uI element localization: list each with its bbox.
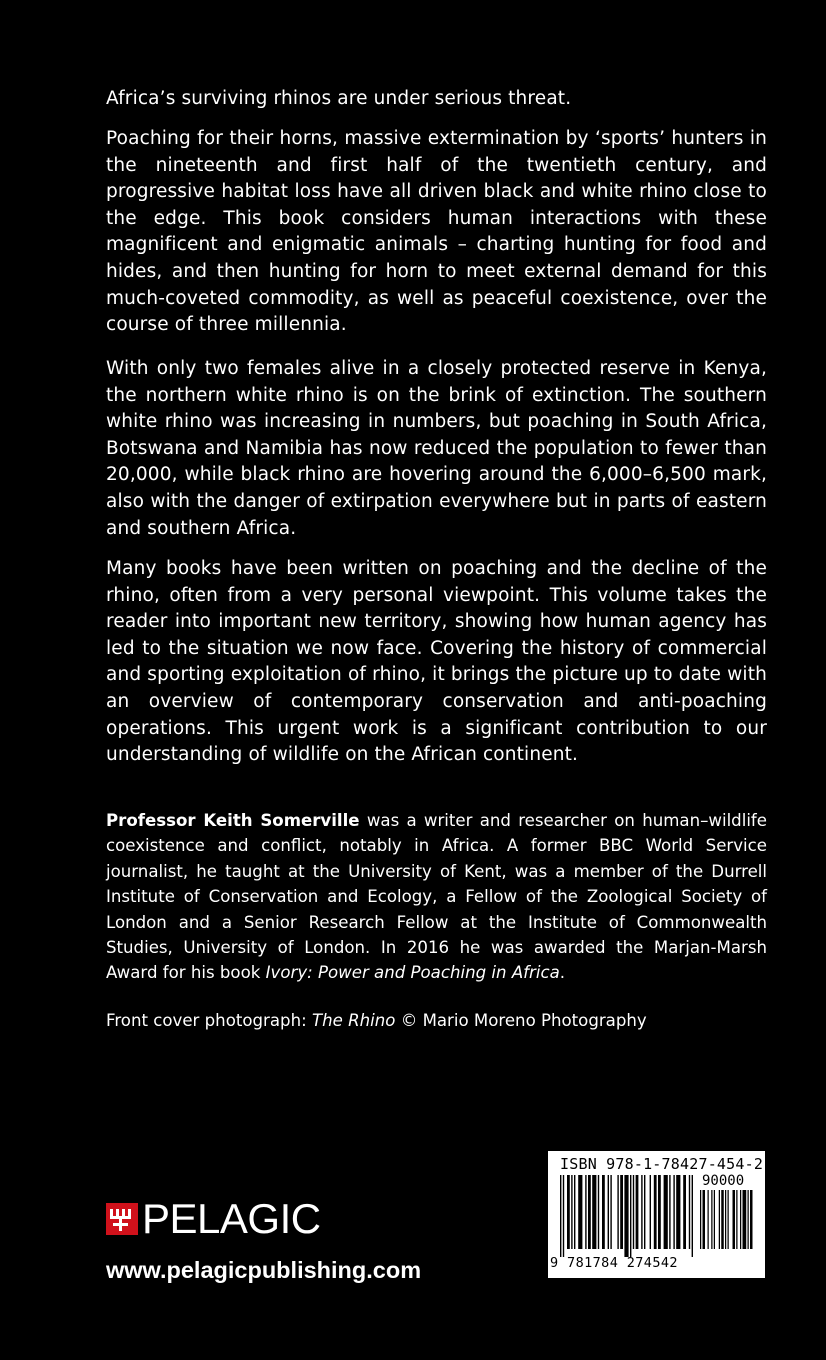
barcode-bar — [585, 1175, 586, 1249]
ean-barcode-bars — [560, 1175, 694, 1257]
barcode-bar — [736, 1190, 737, 1249]
barcode-bar — [633, 1175, 634, 1249]
barcode-bar — [571, 1175, 572, 1249]
addon-barcode-bars — [700, 1190, 754, 1257]
barcode-bar — [748, 1190, 749, 1249]
barcode-bar — [750, 1190, 753, 1249]
barcode-bar — [641, 1175, 642, 1249]
barcode-bar — [673, 1175, 674, 1249]
barcode-bar — [560, 1175, 561, 1257]
barcode-bar — [733, 1190, 736, 1249]
publisher-name: PELAGIC — [142, 1195, 321, 1242]
isbn-barcode — [548, 1151, 765, 1278]
barcode-bar — [644, 1175, 645, 1249]
barcode-bar — [728, 1190, 729, 1249]
barcode-bar — [683, 1175, 686, 1249]
author-book-title: Ivory: Power and Poaching in Africa — [265, 963, 560, 983]
barcode-bar — [650, 1175, 651, 1249]
credit-photo-title: The Rhino — [311, 1011, 396, 1030]
barcode-bar — [598, 1175, 599, 1249]
barcode-bar — [700, 1190, 701, 1249]
barcode-bar — [743, 1190, 747, 1249]
author-bio — [106, 808, 767, 986]
barcode-bar — [664, 1175, 668, 1249]
barcode-bar — [721, 1190, 724, 1249]
barcode-bar — [676, 1175, 680, 1249]
barcode-bar — [578, 1175, 582, 1249]
author-name: Professor Keith Somerville — [106, 811, 360, 830]
barcode-bar — [669, 1175, 670, 1249]
barcode-bar — [588, 1175, 591, 1249]
barcode-bar — [636, 1175, 639, 1249]
barcode-bar — [692, 1175, 693, 1257]
barcode-bar — [708, 1190, 709, 1249]
barcode-digits: 9 781784 274542 — [550, 1255, 678, 1271]
barcode-bar — [711, 1190, 712, 1249]
blurb-paragraph-populations: With only two females alive in a closely protected reserve in Kenya, the northern white rhino is on the brink of extinction. The southern white rhino was increasing in numbers, but poaching in South Africa, Botswana and Namibia has now reduced the population to fewer than 20,000, while black rhino are hovering around the 6,000–6,500 mark, also with the danger of extirpation everywhere but in parts of eastern and southern Africa. — [106, 358, 767, 539]
barcode-bar — [658, 1175, 661, 1249]
publisher-url: www.pelagicpublishing.com — [106, 1257, 422, 1283]
barcode-bar — [608, 1175, 609, 1249]
price-code: 90000 — [702, 1173, 745, 1189]
barcode-bar — [630, 1175, 631, 1257]
barcode-bar — [620, 1175, 623, 1249]
author-bio-end: . — [559, 963, 566, 983]
blurb-intro: Africa’s surviving rhinos are under serious threat. — [106, 88, 572, 109]
barcode-bar — [719, 1190, 720, 1249]
publisher-logo — [106, 1197, 321, 1241]
barcode-bar — [592, 1175, 596, 1249]
isbn-number: ISBN 978-1-78427-454-2 — [560, 1155, 764, 1173]
barcode-bar — [714, 1190, 715, 1249]
credit-suffix: © Mario Moreno Photography — [395, 1011, 647, 1030]
pelagic-logo-mark-icon — [106, 1203, 138, 1235]
cover-credit — [106, 1008, 767, 1033]
barcode-bar — [602, 1175, 605, 1249]
barcode-bar — [689, 1175, 690, 1249]
barcode-bar — [567, 1175, 570, 1249]
barcode-bar — [725, 1190, 726, 1249]
credit-prefix: Front cover photograph: — [106, 1011, 312, 1030]
blurb-paragraph-book: Many books have been written on poaching and the decline of the rhino, often from a very personal viewpoint. This volume takes the reader into important new territory, showing how human agency has led to the situation we now face. Covering the history of commercial and sporting exploitation of rhino, it brings the picture up to date with an overview of contemporary conservation and anti-poaching operations. This urgent work is a significant contribution to our understanding of wildlife on the African continent. — [106, 558, 767, 766]
barcode-bar — [703, 1190, 706, 1249]
barcode-bar — [574, 1175, 575, 1249]
barcode-bar — [617, 1175, 618, 1249]
barcode-bar — [610, 1175, 611, 1249]
barcode-bar — [563, 1175, 564, 1257]
author-bio-text: was a writer and researcher on human–wildlife coexistence and conflict, notably in Africa. A former BBC World Service journalist, he taught at the University of Kent, was a member of the Durrell Institute of Conservation and Ecology, a Fellow of the Zoological Society of London and a Senior Research Fellow at the Institute of Commonwealth Studies, University of London. In 2016 he was awarded the Marjan-Marsh Award for his book — [106, 811, 767, 983]
barcode-bar — [624, 1175, 628, 1257]
barcode-bar — [740, 1190, 741, 1249]
blurb-paragraph-history: Poaching for their horns, massive extermination by ‘sports’ hunters in the nineteenth and first half of the twentieth century, and progressive habitat loss have all driven black and white rhino close to the edge. This book considers human interactions with these magnificent and enigmatic animals – charting hunting for food and hides, and then hunting for horn to meet external demand for this much-coveted commodity, as well as peaceful coexistence, over the course of three millennia. — [106, 128, 767, 336]
barcode-bar — [654, 1175, 657, 1249]
